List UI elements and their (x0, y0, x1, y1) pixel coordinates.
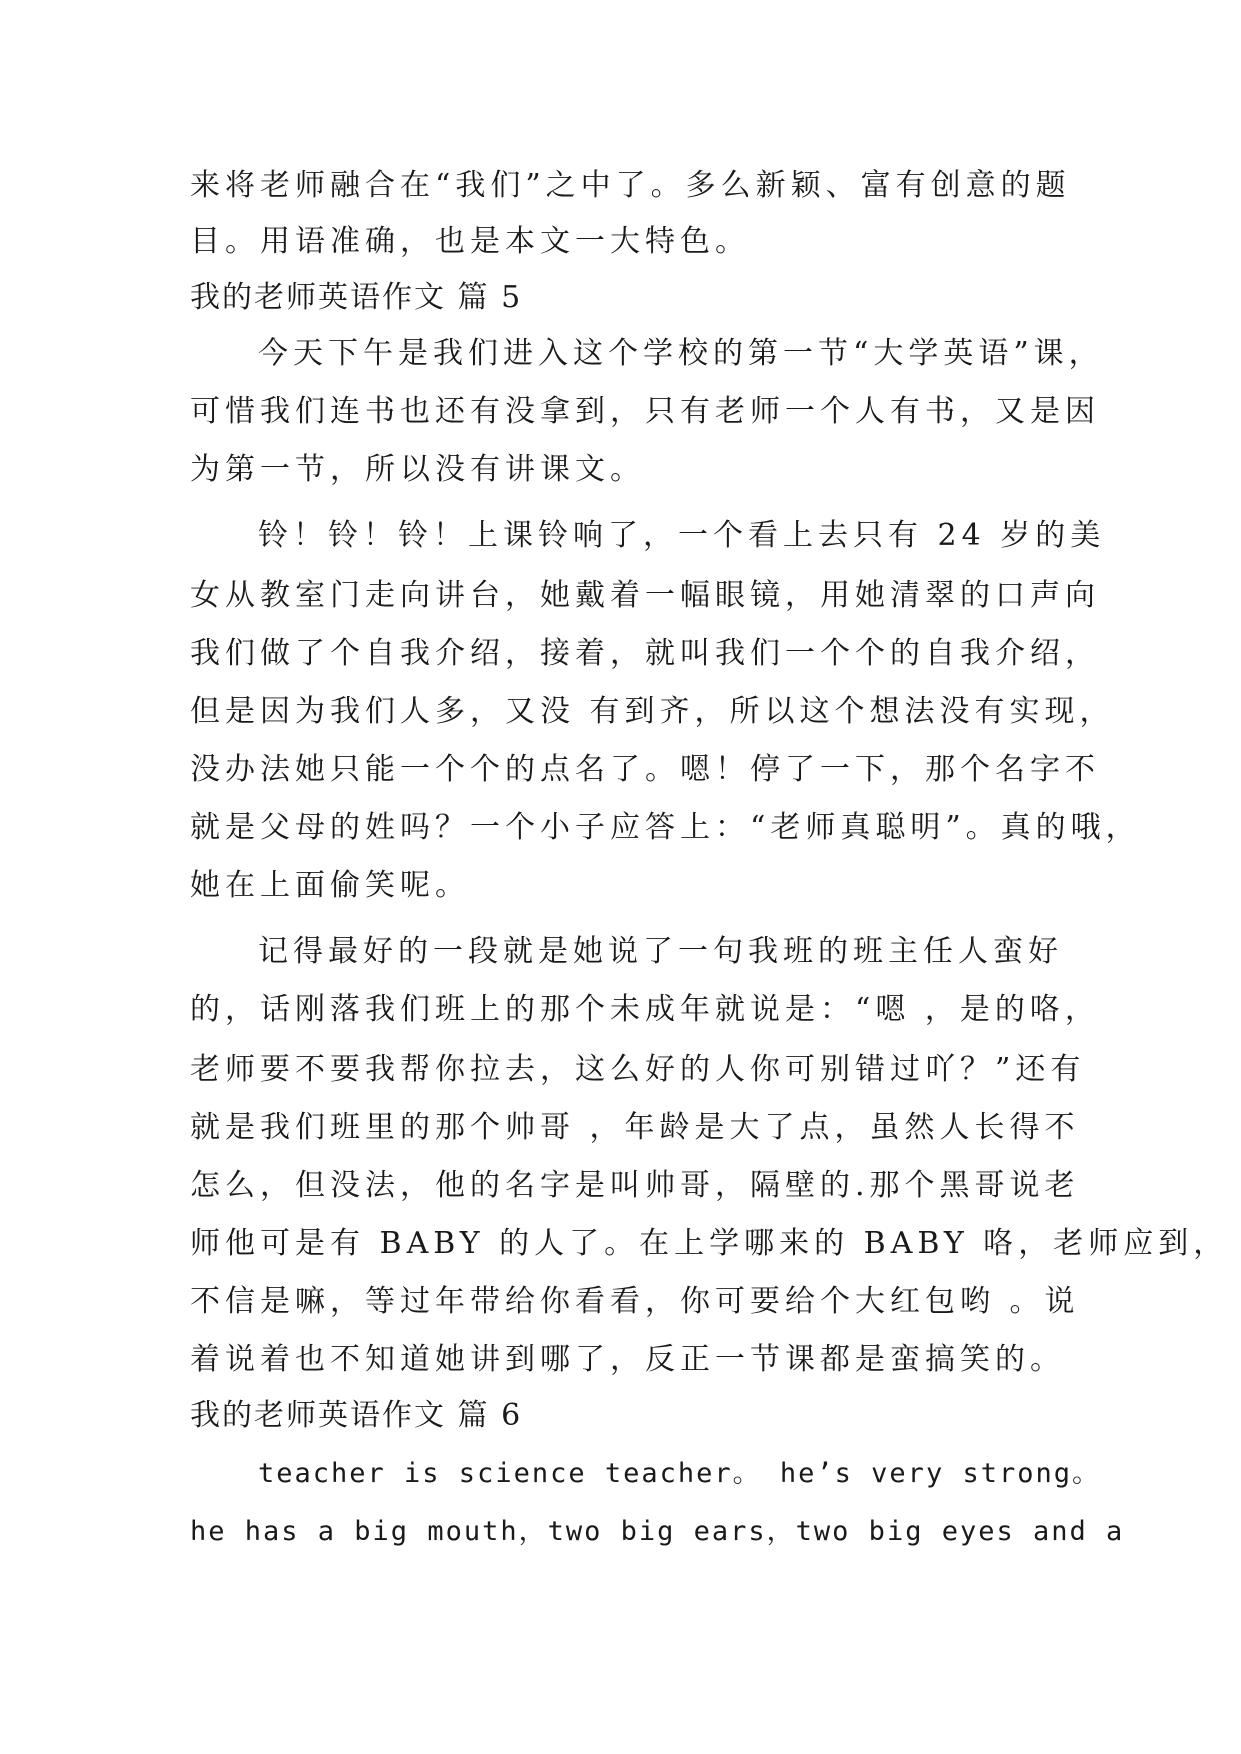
text-line: 目。用语准确，也是本文一大特色。 (190, 224, 750, 259)
text-line: he has a big mouth，two big ears，two big eyes and a (190, 1516, 1125, 1547)
text-line: 来将老师融合在“我们”之中了。多么新颖、富有创意的题 (190, 168, 1071, 203)
text-line: teacher is science teacher。 he’s very strong。 (258, 1458, 1101, 1489)
text-line: 我们做了个自我介绍，接着，就叫我们一个个的自我介绍， (190, 636, 1100, 671)
text-line: 但是因为我们人多，又没 有到齐，所以这个想法没有实现， (190, 694, 1115, 729)
text-line: 可惜我们连书也还有没拿到，只有老师一个人有书，又是因 (190, 394, 1100, 429)
text-line: 为第一节，所以没有讲课文。 (190, 452, 645, 487)
text-line: 就是我们班里的那个帅哥 ，年龄是大了点，虽然人长得不 (190, 1110, 1080, 1145)
section-heading: 我的老师英语作文 篇 5 (190, 280, 523, 315)
text-line: 今天下午是我们进入这个学校的第一节“大学英语”课， (258, 336, 1104, 371)
text-line: 老师要不要我帮你拉去，这么好的人你可别错过吖？”还有 (190, 1052, 1086, 1087)
section-heading: 我的老师英语作文 篇 6 (190, 1398, 523, 1433)
text-line: 铃！铃！铃！上课铃响了，一个看上去只有 24 岁的美 (258, 518, 1106, 553)
text-line: 没办法她只能一个个的点名了。嗯！停了一下，那个名字不 (190, 752, 1100, 787)
text-line: 她在上面偷笑呢。 (190, 868, 470, 903)
text-line: 的，话刚落我们班上的那个未成年就说是：“嗯 ，是的咯， (190, 992, 1100, 1027)
text-line: 不信是嘛，等过年带给你看看，你可要给个大红包哟 。说 (190, 1284, 1080, 1319)
text-line: 师他可是有 BABY 的人了。在上学哪来的 BABY 咯，老师应到， (190, 1226, 1229, 1261)
text-line: 着说着也不知道她讲到哪了，反正一节课都是蛮搞笑的。 (190, 1342, 1065, 1377)
text-line: 女从教室门走向讲台，她戴着一幅眼镜，用她清翠的口声向 (190, 578, 1100, 613)
text-line: 怎么，但没法，他的名字是叫帅哥，隔壁的.那个黑哥说老 (190, 1168, 1080, 1203)
text-line: 就是父母的姓吗？一个小子应答上：“老师真聪明”。真的哦， (190, 810, 1141, 845)
text-line: 记得最好的一段就是她说了一句我班的班主任人蛮好 (258, 934, 1063, 969)
